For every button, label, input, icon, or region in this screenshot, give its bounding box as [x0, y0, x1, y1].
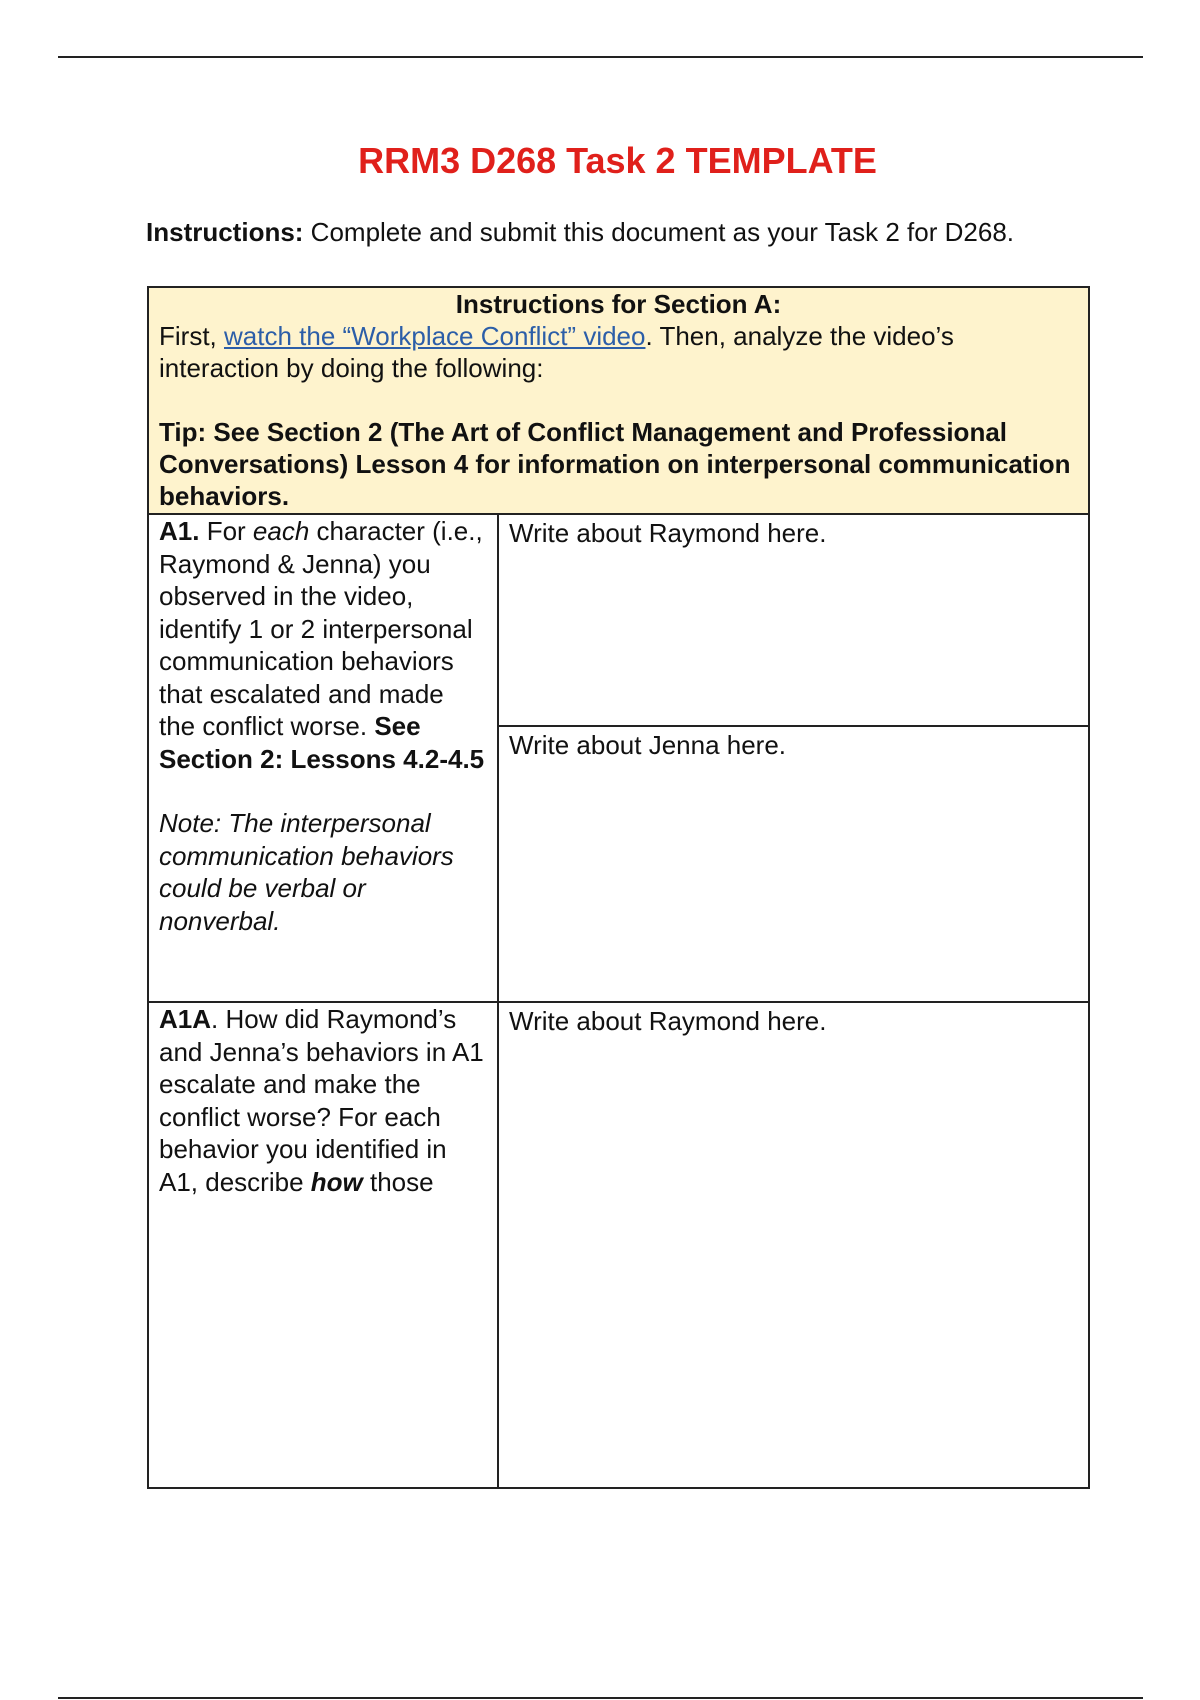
section-a-intro — [159, 320, 1078, 384]
a1-jenna-answer-cell[interactable]: Write about Jenna here. — [498, 726, 1089, 1002]
a1-text-1: For — [199, 516, 253, 546]
section-a-heading: Instructions for Section A: — [455, 289, 782, 319]
a1-prompt — [159, 515, 487, 775]
task-table — [147, 286, 1090, 1489]
a1a-text-2: those — [362, 1166, 434, 1197]
a1-raymond-answer-cell[interactable]: Write about Raymond here. — [498, 514, 1089, 726]
intro-suffix: . Then, analyze the video’s interaction by doing the following: — [159, 321, 954, 383]
a1-see-reference: See Section 2: Lessons 4.2-4.5 — [159, 711, 485, 774]
a1-row-raymond — [148, 514, 1089, 726]
a1a-row — [148, 1002, 1089, 1488]
a1a-text-how: how — [310, 1166, 363, 1197]
a1a-text-1: . How did Raymond’s and Jenna’s behaviors in A1 escalate and make the conflict worse? For each behavior you identified in A1, describe — [159, 1004, 484, 1197]
intro-prefix: First, — [159, 321, 224, 351]
instructions-paragraph — [146, 215, 1026, 249]
workplace-conflict-video-link[interactable]: watch the “Workplace Conflict” video — [224, 321, 646, 351]
section-a-header-row — [148, 287, 1089, 514]
a1a-raymond-answer-cell[interactable]: Write about Raymond here. — [498, 1002, 1089, 1488]
a1-note: Note: The interpersonal communication behaviors could be verbal or nonverbal. — [159, 808, 454, 936]
a1-prompt-cell — [148, 514, 498, 1002]
section-a-instructions-cell — [148, 287, 1089, 514]
footer-rule — [58, 1697, 1143, 1699]
a1a-label: A1A — [159, 1004, 212, 1034]
a1a-prompt — [159, 1003, 487, 1198]
a1-label: A1. — [159, 516, 200, 546]
page-title: RRM3 D268 Task 2 TEMPLATE — [358, 140, 877, 181]
a1a-prompt-cell — [148, 1002, 498, 1488]
a1-text-2: character (i.e., Raymond & Jenna) you observed in the video, identify 1 or 2 interpersonal communication behaviors that escalated and made the conflict worse. — [159, 516, 483, 741]
a1-text-each: each — [252, 516, 310, 546]
section-a-tip: Tip: See Section 2 (The Art of Conflict Management and Professional Conversations) Lesson 4 for information on interpersonal communication behaviors. — [159, 417, 1071, 511]
header-rule — [58, 56, 1143, 58]
instructions-label: Instructions: — [146, 217, 304, 247]
instructions-text: Complete and submit this document as your Task 2 for D268. — [303, 217, 1014, 247]
